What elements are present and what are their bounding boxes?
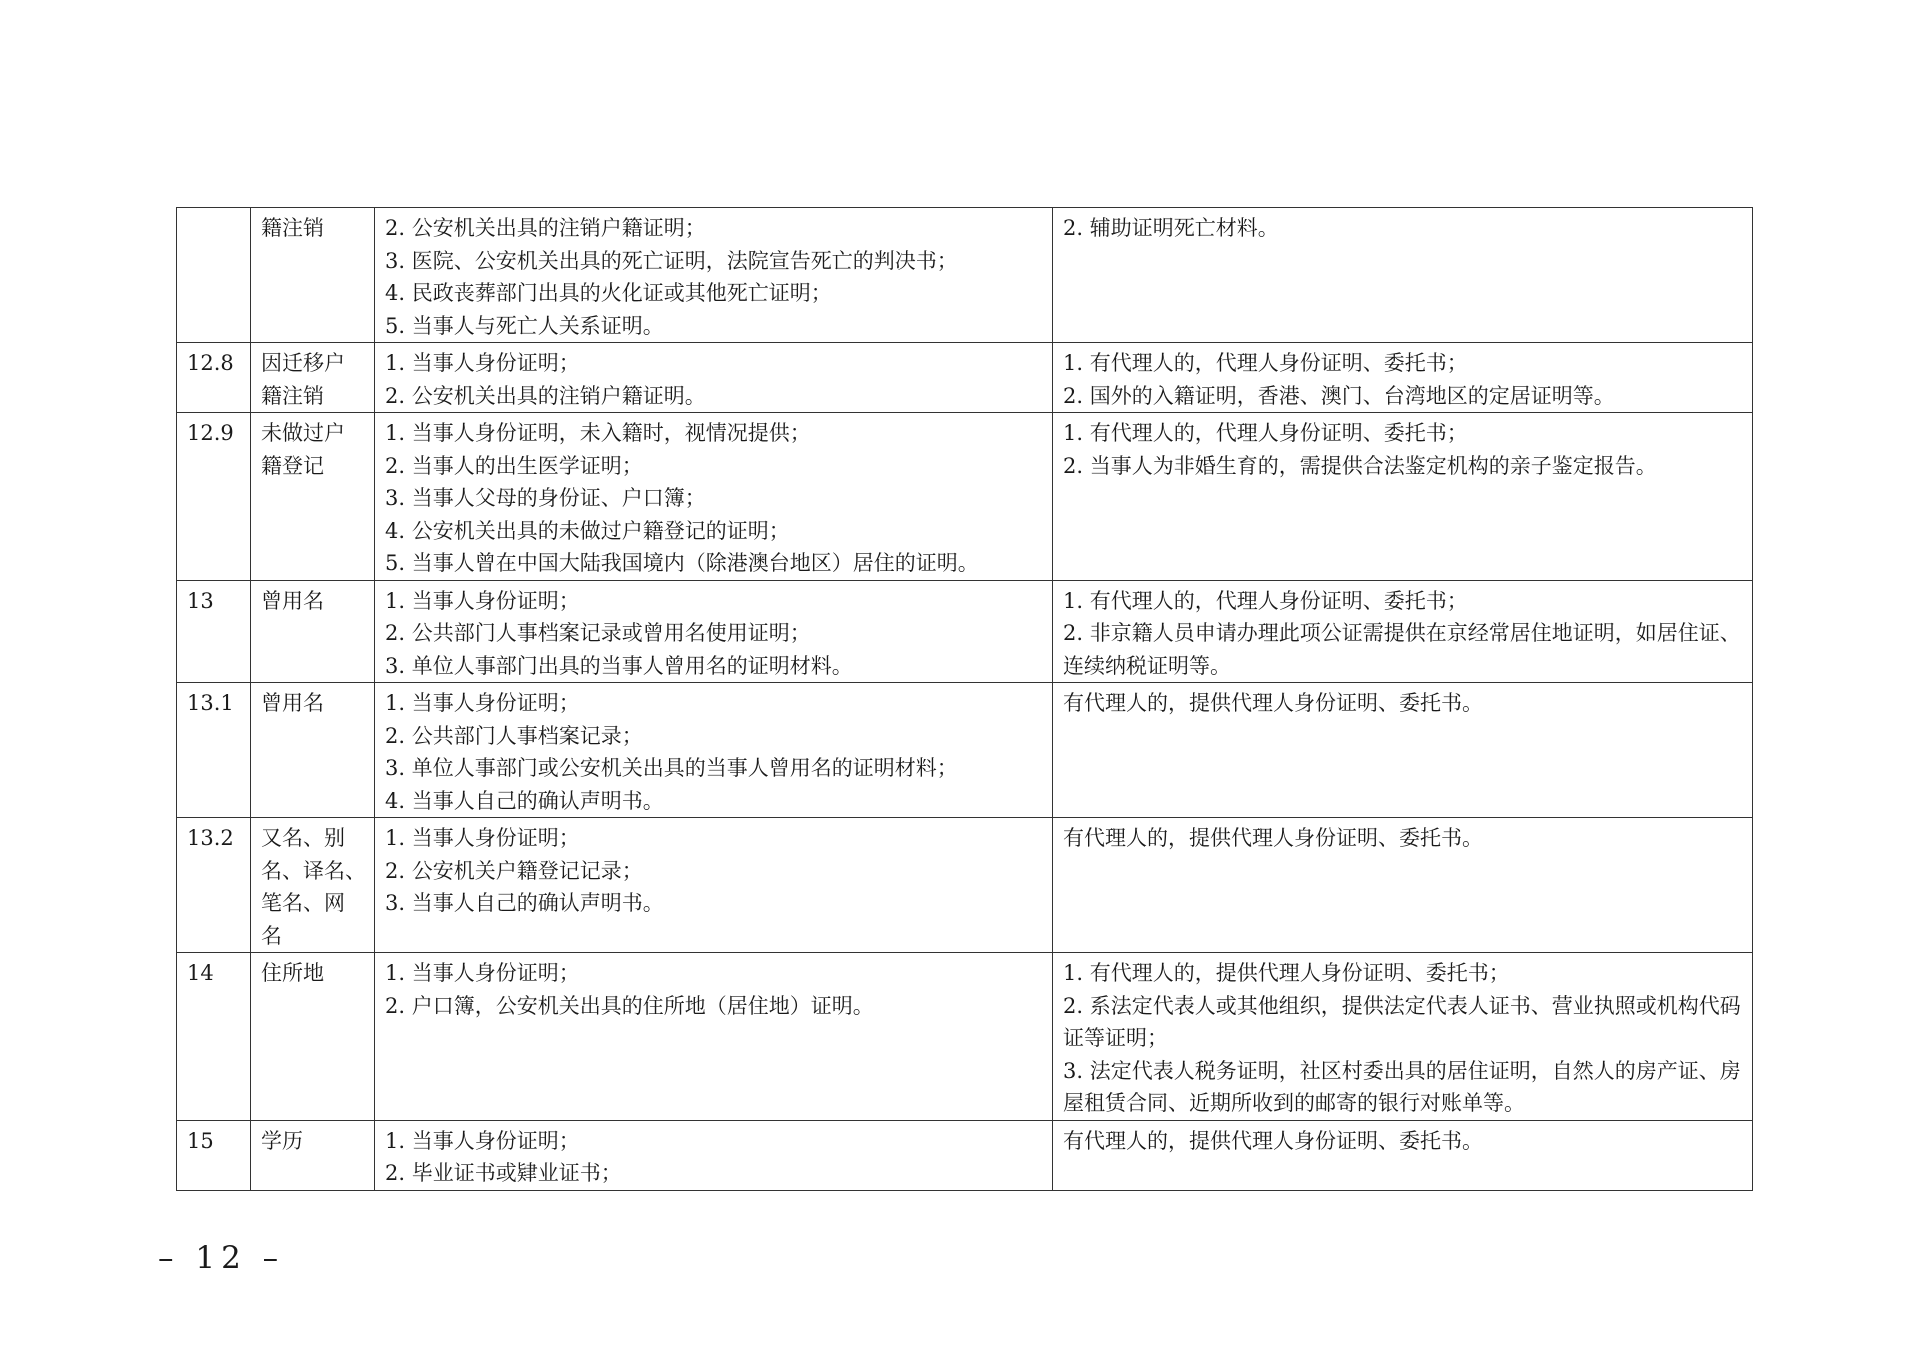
notes-cell: 有代理人的，提供代理人身份证明、委托书。 <box>1053 818 1753 953</box>
item-name-cell: 曾用名 <box>251 580 375 683</box>
notes-cell: 1. 有代理人的，提供代理人身份证明、委托书； 2. 系法定代表人或其他组织，提供法定代表人证书、营业执照或机构代码证等证明； 3. 法定代表人税务证明，社区村委出具的居住证明，自然人的房产证、房屋租赁合同、近期所收到的邮寄的银行对账单等。 <box>1053 953 1753 1121</box>
materials-cell: 1. 当事人身份证明； 2. 公安机关户籍登记记录； 3. 当事人自己的确认声明书。 <box>375 818 1053 953</box>
item-name-cell: 住所地 <box>251 953 375 1121</box>
item-number-cell: 13 <box>177 580 251 683</box>
notes-cell: 1. 有代理人的，代理人身份证明、委托书； 2. 当事人为非婚生育的，需提供合法鉴定机构的亲子鉴定报告。 <box>1053 413 1753 581</box>
notes-cell: 1. 有代理人的，代理人身份证明、委托书； 2. 非京籍人员申请办理此项公证需提供在京经常居住地证明，如居住证、连续纳税证明等。 <box>1053 580 1753 683</box>
notes-cell: 1. 有代理人的，代理人身份证明、委托书； 2. 国外的入籍证明，香港、澳门、台湾地区的定居证明等。 <box>1053 343 1753 413</box>
item-number-cell: 12.9 <box>177 413 251 581</box>
table-row <box>177 208 1753 343</box>
materials-cell: 1. 当事人身份证明； 2. 公共部门人事档案记录； 3. 单位人事部门或公安机关出具的当事人曾用名的证明材料； 4. 当事人自己的确认声明书。 <box>375 683 1053 818</box>
item-number-cell: 14 <box>177 953 251 1121</box>
item-name-cell: 籍注销 <box>251 208 375 343</box>
materials-cell: 2. 公安机关出具的注销户籍证明； 3. 医院、公安机关出具的死亡证明，法院宣告死亡的判决书； 4. 民政丧葬部门出具的火化证或其他死亡证明； 5. 当事人与死亡人关系证明。 <box>375 208 1053 343</box>
item-name-cell: 学历 <box>251 1120 375 1190</box>
table-row <box>177 953 1753 1121</box>
notes-cell: 有代理人的，提供代理人身份证明、委托书。 <box>1053 1120 1753 1190</box>
materials-cell: 1. 当事人身份证明，未入籍时，视情况提供； 2. 当事人的出生医学证明； 3. 当事人父母的身份证、户口簿； 4. 公安机关出具的未做过户籍登记的证明； 5. 当事人曾在中国大陆我国境内（除港澳台地区）居住的证明。 <box>375 413 1053 581</box>
item-name-cell: 又名、别 名、译名、 笔名、网 名 <box>251 818 375 953</box>
notes-cell: 2. 辅助证明死亡材料。 <box>1053 208 1753 343</box>
requirements-table <box>176 207 1753 1191</box>
materials-cell: 1. 当事人身份证明； 2. 公安机关出具的注销户籍证明。 <box>375 343 1053 413</box>
materials-cell: 1. 当事人身份证明； 2. 毕业证书或肄业证书； <box>375 1120 1053 1190</box>
item-number-cell: 13.2 <box>177 818 251 953</box>
item-number-cell <box>177 208 251 343</box>
page-number: – 12 – <box>158 1240 285 1276</box>
table-row <box>177 413 1753 581</box>
item-name-cell: 未做过户 籍登记 <box>251 413 375 581</box>
item-number-cell: 12.8 <box>177 343 251 413</box>
table-row <box>177 683 1753 818</box>
item-number-cell: 15 <box>177 1120 251 1190</box>
materials-cell: 1. 当事人身份证明； 2. 户口簿，公安机关出具的住所地（居住地）证明。 <box>375 953 1053 1121</box>
materials-cell: 1. 当事人身份证明； 2. 公共部门人事档案记录或曾用名使用证明； 3. 单位人事部门出具的当事人曾用名的证明材料。 <box>375 580 1053 683</box>
table-row <box>177 580 1753 683</box>
table-row <box>177 1120 1753 1190</box>
item-name-cell: 因迁移户 籍注销 <box>251 343 375 413</box>
table-body <box>177 208 1753 1191</box>
item-name-cell: 曾用名 <box>251 683 375 818</box>
item-number-cell: 13.1 <box>177 683 251 818</box>
table-row <box>177 818 1753 953</box>
notes-cell: 有代理人的，提供代理人身份证明、委托书。 <box>1053 683 1753 818</box>
table-row <box>177 343 1753 413</box>
